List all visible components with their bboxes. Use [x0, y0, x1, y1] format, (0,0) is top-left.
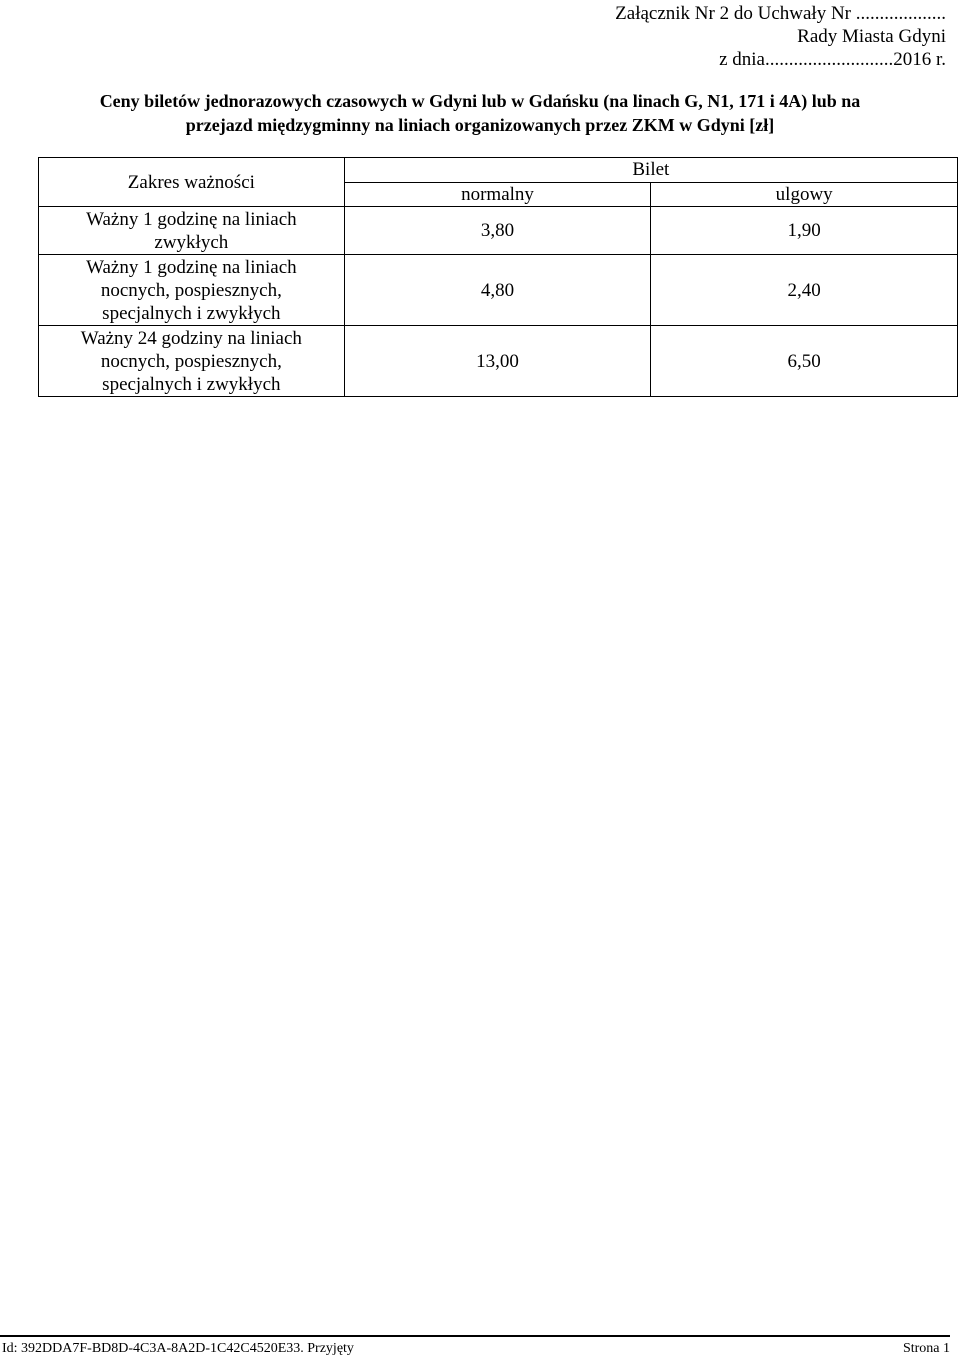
title-line-1: Ceny biletów jednorazowych czasowych w Gdyni lub w Gdańsku (na linach G, N1, 171 i 4A) lub na — [99, 91, 861, 111]
table-row — [39, 326, 958, 397]
reduced-price: 1,90 — [651, 207, 958, 255]
page-number: Strona 1 — [902, 1341, 950, 1356]
reduced-price: 6,50 — [651, 326, 958, 397]
normal-price: 4,80 — [344, 255, 651, 326]
table-row — [39, 255, 958, 326]
reduced-header: ulgowy — [651, 182, 958, 207]
council-name: Rady Miasta Gdyni — [797, 26, 946, 47]
attachment-number: Załącznik Nr 2 do Uchwały Nr ................... — [615, 3, 946, 24]
resolution-date: z dnia...........................2016 r. — [719, 49, 946, 70]
table-header-row — [39, 158, 958, 183]
document-title — [40, 89, 920, 137]
price-table — [38, 157, 958, 397]
range-cell: Ważny 1 godzinę na liniach nocnych, pospiesznych, specjalnych i zwykłych — [39, 255, 345, 326]
document-id: Id: 392DDA7F-BD8D-4C3A-8A2D-1C42C4520E33. Przyjęty — [2, 1341, 354, 1356]
range-cell: Ważny 24 godziny na liniach nocnych, pospiesznych, specjalnych i zwykłych — [39, 326, 345, 397]
range-cell: Ważny 1 godzinę na liniach zwykłych — [39, 207, 345, 255]
footer-divider — [0, 1335, 950, 1337]
ticket-header: Bilet — [344, 158, 957, 183]
table-row — [39, 207, 958, 255]
normal-header: normalny — [344, 182, 651, 207]
normal-price: 3,80 — [344, 207, 651, 255]
title-line-2: przejazd międzygminny na liniach organizowanych przez ZKM w Gdyni [zł] — [185, 115, 775, 135]
normal-price: 13,00 — [344, 326, 651, 397]
range-header: Zakres ważności — [39, 158, 345, 207]
reduced-price: 2,40 — [651, 255, 958, 326]
attachment-header — [615, 2, 946, 71]
